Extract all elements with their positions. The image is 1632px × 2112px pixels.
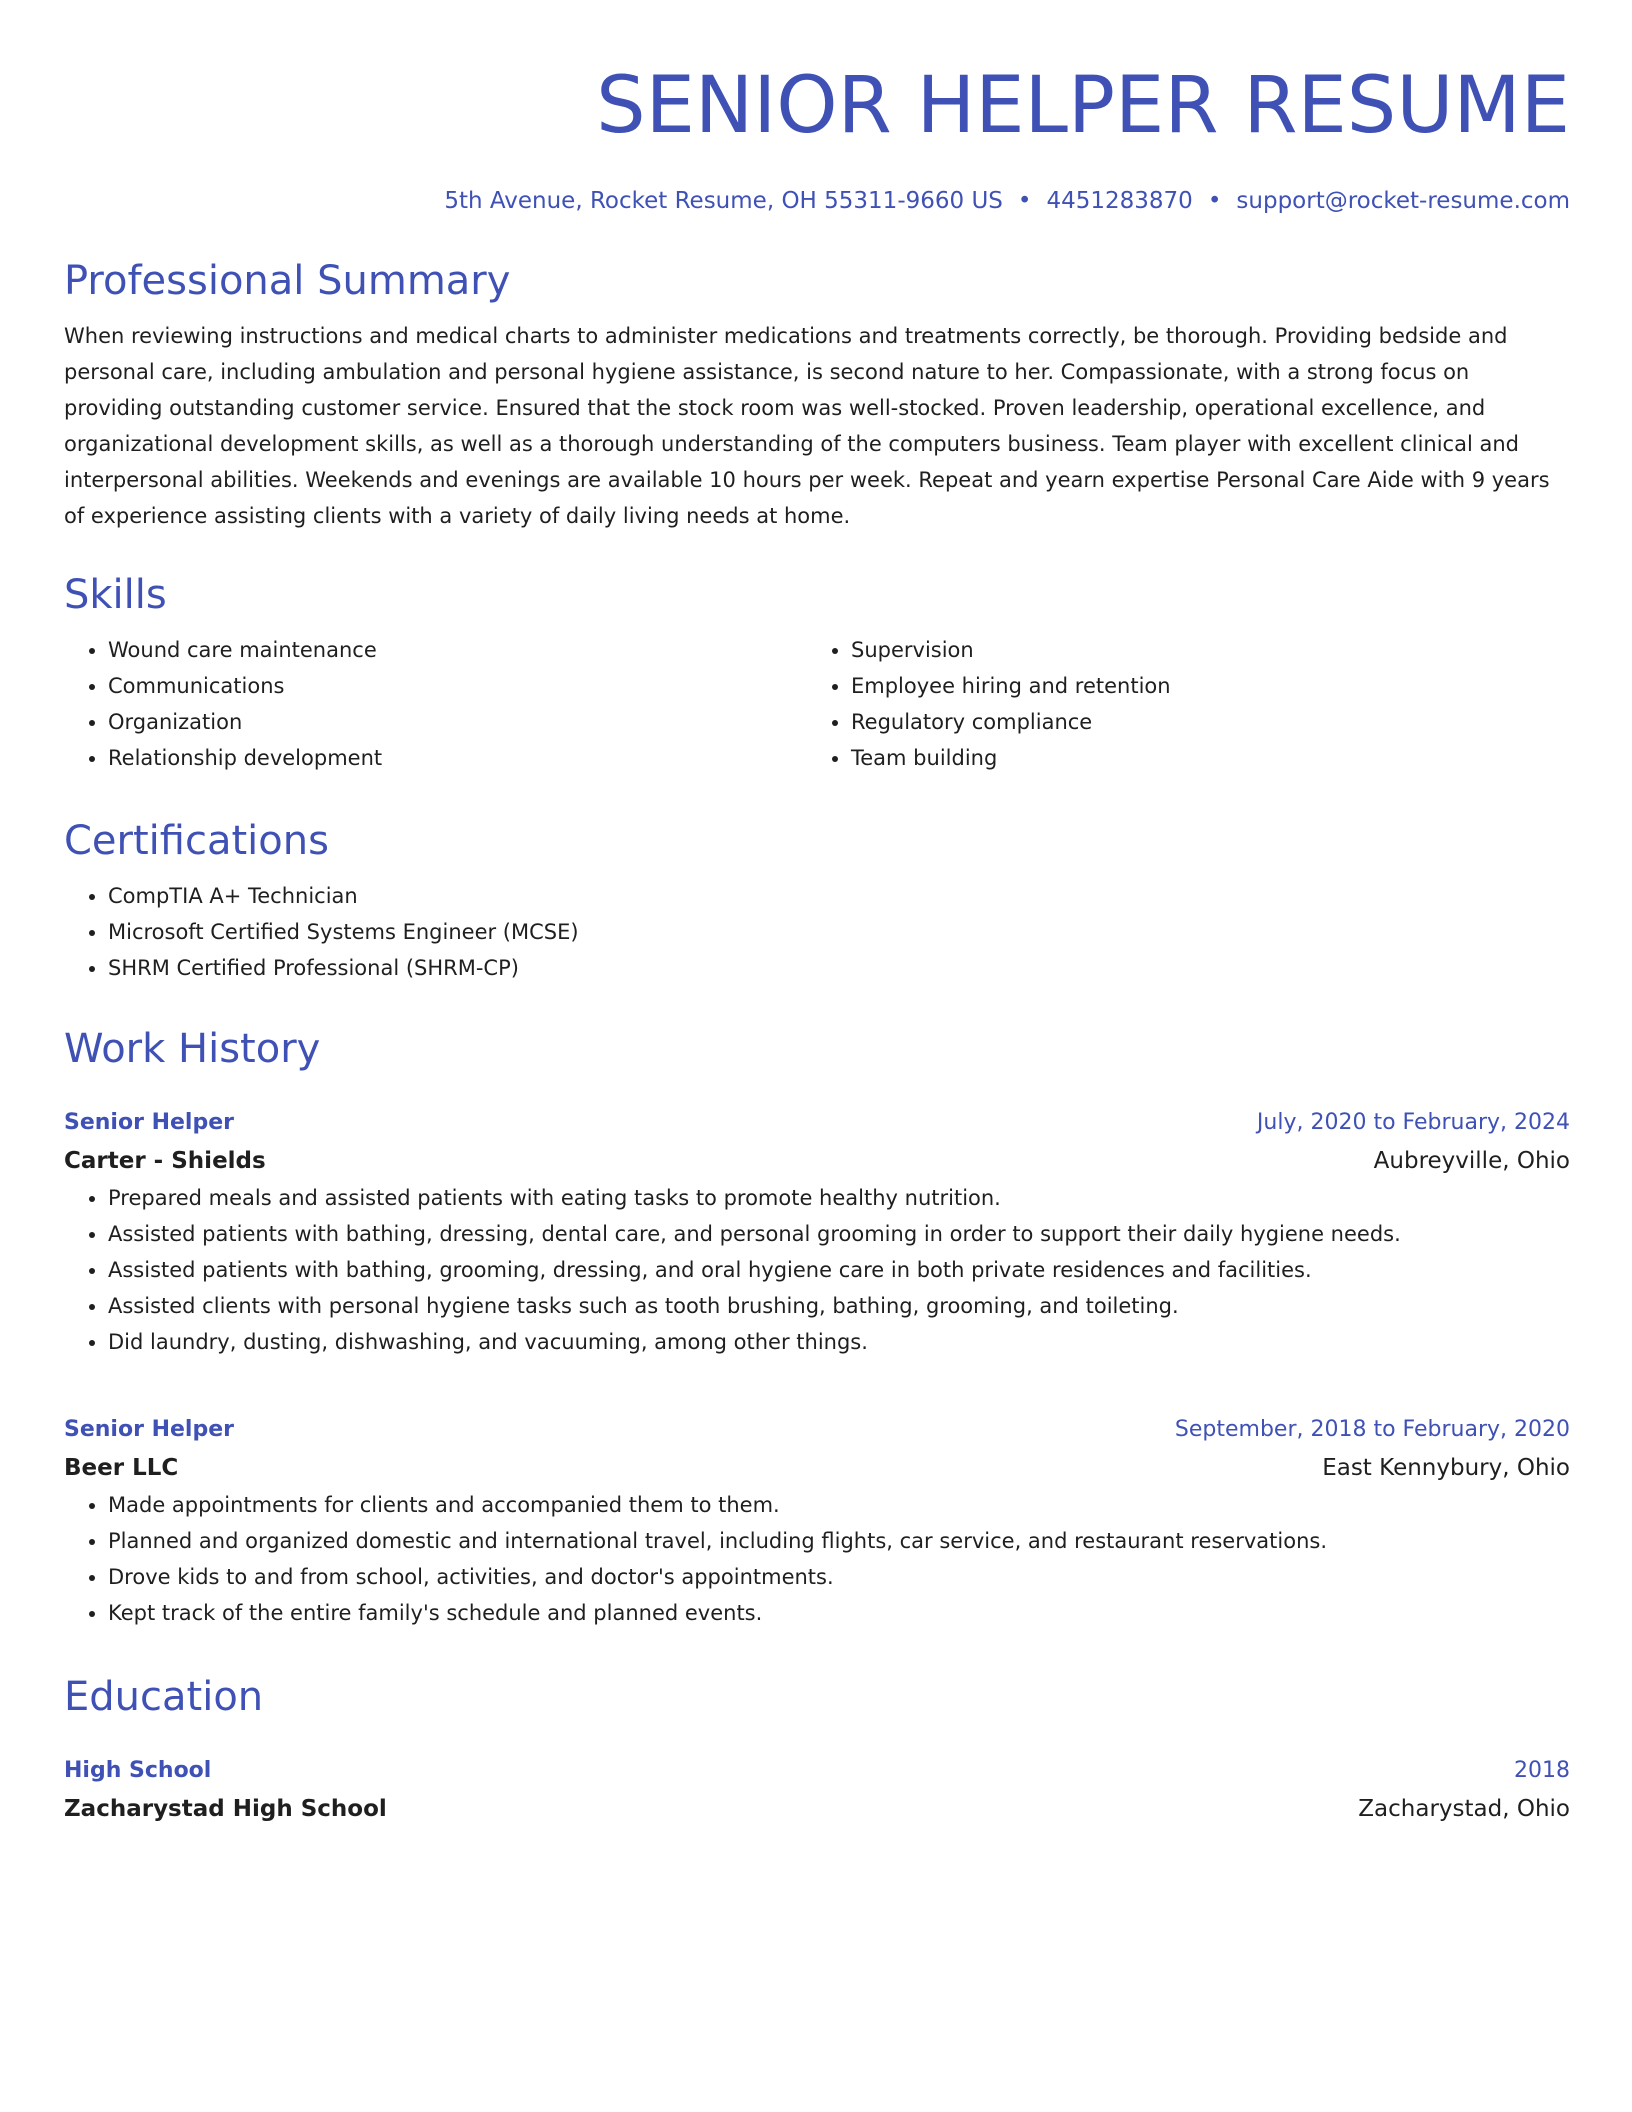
education-location: Zacharystad, Ohio <box>1358 1796 1570 1822</box>
job-bullet: • Assisted clients with personal hygiene tasks such as tooth brushing, bathing, grooming, and toileting. <box>108 1288 1570 1324</box>
job-title: Senior Helper <box>64 1110 234 1135</box>
skill-item: • Supervision <box>851 632 1550 668</box>
job-entry <box>64 1411 1570 1631</box>
skills-column-left <box>64 632 807 776</box>
contact-separator: • <box>1207 188 1222 214</box>
job-header-row <box>64 1104 1570 1142</box>
education-entry <box>64 1752 1570 1828</box>
job-bullet: • Assisted patients with bathing, dressing, dental care, and personal grooming in order to support their daily hygiene needs. <box>108 1216 1570 1252</box>
job-header-row <box>64 1411 1570 1449</box>
education-school: Zacharystad High School <box>64 1796 387 1822</box>
section-heading-work: Work History <box>64 1026 321 1072</box>
contact-separator: • <box>1017 188 1032 214</box>
contact-phone: 4451283870 <box>1046 188 1193 214</box>
job-company-row <box>64 1449 1570 1487</box>
section-heading-summary: Professional Summary <box>64 258 511 304</box>
job-bullet: • Did laundry, dusting, dishwashing, and vacuuming, among other things. <box>108 1324 1570 1360</box>
skills-grid <box>64 632 1570 776</box>
job-entry <box>64 1104 1570 1360</box>
education-school-row <box>64 1790 1570 1828</box>
job-company: Beer LLC <box>64 1455 179 1481</box>
job-dates: July, 2020 to February, 2024 <box>1256 1110 1570 1135</box>
summary-text: When reviewing instructions and medical charts to administer medications and treatments correctly, be thorough. Providing bedside and personal care, including ambulation and personal hygiene assistance, is second nature to her. Compassionate, with a strong focus on providing outstanding customer service. Ensured that the stock room was well-stocked. Proven leadership, operational excellence, and organizational development skills, as well as a thorough understanding of the computers business. Team player with excellent clinical and interpersonal abilities. Weekends and evenings are available 10 hours per week. Repeat and yearn expertise Personal Care Aide with 9 years of experience assisting clients with a variety of daily living needs at home. <box>64 324 1550 528</box>
skills-section <box>64 568 1570 776</box>
skill-item: • Communications <box>108 668 807 704</box>
skill-item: • Regulatory compliance <box>851 704 1550 740</box>
education-year: 2018 <box>1514 1758 1570 1783</box>
section-heading-education: Education <box>64 1674 264 1720</box>
skills-list-left <box>64 632 807 776</box>
job-bullets <box>64 1180 1570 1360</box>
job-bullet: • Prepared meals and assisted patients with eating tasks to promote healthy nutrition. <box>108 1180 1570 1216</box>
skills-column-right <box>807 632 1550 776</box>
education-degree: High School <box>64 1758 212 1783</box>
job-bullet: • Assisted patients with bathing, grooming, dressing, and oral hygiene care in both private residences and facilities. <box>108 1252 1570 1288</box>
job-bullets <box>64 1487 1570 1631</box>
skill-item: • Team building <box>851 740 1550 776</box>
skill-item: • Wound care maintenance <box>108 632 807 668</box>
certifications-list <box>64 878 1570 986</box>
certifications-section <box>64 814 1570 986</box>
certification-item: • SHRM Certified Professional (SHRM-CP) <box>108 950 1570 986</box>
job-company-row <box>64 1142 1570 1180</box>
contact-email[interactable]: support@rocket-resume.com <box>1236 188 1570 214</box>
job-location: East Kennybury, Ohio <box>1322 1455 1570 1481</box>
education-section <box>64 1670 1570 1724</box>
skill-item: • Relationship development <box>108 740 807 776</box>
section-heading-certifications: Certifications <box>64 818 329 864</box>
section-heading-skills: Skills <box>64 572 167 618</box>
job-dates: September, 2018 to February, 2020 <box>1174 1417 1570 1442</box>
job-bullet: • Planned and organized domestic and international travel, including flights, car service, and restaurant reservations. <box>108 1523 1570 1559</box>
education-header-row <box>64 1752 1570 1790</box>
skill-item: • Organization <box>108 704 807 740</box>
certification-item: • Microsoft Certified Systems Engineer (MCSE) <box>108 914 1570 950</box>
resume-page <box>64 54 1570 1822</box>
job-bullet: • Kept track of the entire family's schedule and planned events. <box>108 1595 1570 1631</box>
job-bullet: • Made appointments for clients and accompanied them to them. <box>108 1487 1570 1523</box>
contact-address: 5th Avenue, Rocket Resume, OH 55311-9660 US <box>444 188 1003 214</box>
job-location: Aubreyville, Ohio <box>1373 1148 1570 1174</box>
contact-line <box>64 184 1570 218</box>
work-history-section <box>64 1022 1570 1076</box>
job-bullet: • Drove kids to and from school, activities, and doctor's appointments. <box>108 1559 1570 1595</box>
skill-item: • Employee hiring and retention <box>851 668 1550 704</box>
professional-summary-section <box>64 254 1570 534</box>
job-title: Senior Helper <box>64 1417 234 1442</box>
certification-item: • CompTIA A+ Technician <box>108 878 1570 914</box>
job-company: Carter - Shields <box>64 1148 266 1174</box>
skills-list-right <box>807 632 1550 776</box>
resume-title: SENIOR HELPER RESUME <box>596 61 1570 151</box>
